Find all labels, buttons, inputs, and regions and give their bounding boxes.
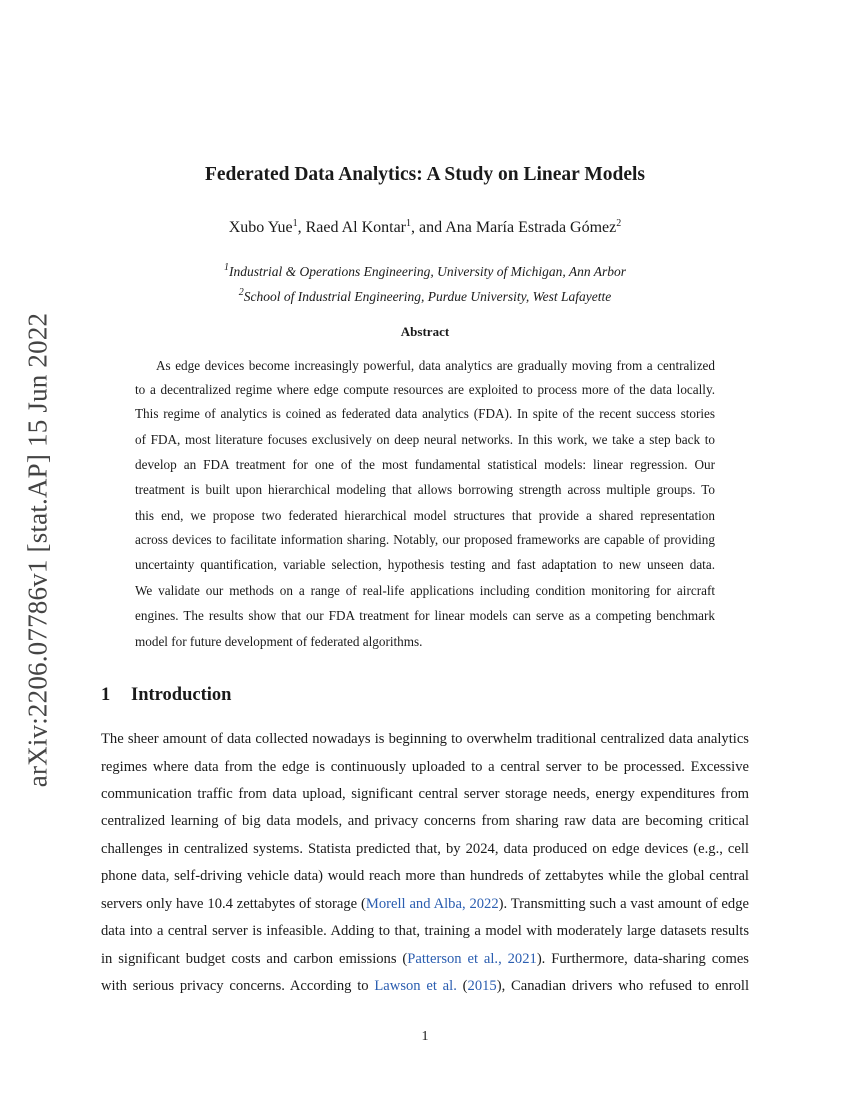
abstract-line: to a decentralized regime where edge compute resources are exploited to process more of the data locally. [135,382,715,397]
section-heading [101,685,231,706]
body-line: communication traffic from data upload, significant central server storage needs, energy expenditures from [101,786,749,802]
body-line: The sheer amount of data collected nowadays is beginning to overwhelm traditional centralized data analytics [101,731,749,747]
abstract-line: treatment is built upon hierarchical modeling that allows borrowing strength across multiple groups. To [135,482,715,497]
body-line: data into a central server is infeasible. Adding to that, training a model with moderately large datasets results [101,923,749,939]
abstract-line: across devices to facilitate information sharing. Notably, our proposed frameworks are capable of providing [135,532,715,547]
author-name: Raed Al Kontar [305,219,406,236]
body-line: challenges in centralized systems. Statista predicted that, by 2024, data produced on edge devices (e.g., cell [101,841,749,857]
abstract-line: of FDA, most literature focuses exclusively on deep neural networks. In this work, we take a step back to [135,432,715,447]
author-name: Xubo Yue [228,219,293,236]
author-list: Xubo Yue$^1$, Raed Al Kontar$^1$, and Ana María Estrada Gómez$^2$ [228,218,622,236]
body-line: regimes where data from the edge is continuously uploaded to a central server to be processed. Excessive [101,759,749,775]
page-number: 1 [421,1029,429,1044]
citation-link[interactable]: Patterson et al., 2021 [407,951,537,967]
author-name: Ana María Estrada Gómez [445,219,617,236]
body-line: in significant budget costs and carbon emissions (Patterson et al., 2021). Furthermore, data-sharing comes [101,951,749,967]
abstract-line: develop an FDA treatment for one of the most fundamental statistical models: linear regression. Our [135,457,715,472]
author-affiliation-mark: 1 [406,218,411,229]
body-line: servers only have 10.4 zettabytes of storage (Morell and Alba, 2022). Transmitting such a vast amount of edge [101,896,749,912]
citation-link[interactable]: Lawson et al. [374,978,457,994]
abstract-line: engines. The results show that our FDA treatment for linear models can serve as a competing benchmark [135,608,715,623]
section-title: Introduction [131,685,232,705]
affiliation: $^1$Industrial & Operations Engineering, University of Michigan, Ann Arbor [224,262,626,279]
abstract-line: uncertainty quantification, variable selection, hypothesis testing and fast adaptation to new unseen data. [135,557,715,572]
abstract-line: We validate our methods on a range of real-life applications including condition monitoring for aircraft [135,583,715,598]
citation-link[interactable]: Morell and Alba, 2022 [365,896,499,912]
abstract-line: This regime of analytics is coined as federated data analytics (FDA). In spite of the recent success stories [135,406,715,421]
body-line: with serious privacy concerns. According to Lawson et al. (2015), Canadian drivers who refused to enroll [101,978,749,994]
abstract-heading: Abstract [400,324,450,339]
affiliation: $^2$School of Industrial Engineering, Purdue University, West Lafayette [238,287,612,304]
author-affiliation-mark: 2 [616,218,622,229]
abstract-line: model for future development of federated algorithms. [135,634,423,649]
arxiv-identifier: arXiv:2206.07786v1 [stat.AP] 15 Jun 2022 [22,312,53,788]
abstract-line: As edge devices become increasingly powerful, data analytics are gradually moving from a centralized [156,358,715,373]
paper-title: Federated Data Analytics: A Study on Linear Models [204,164,646,185]
body-line: centralized learning of big data models, and privacy concerns from sharing raw data are becoming critical [101,813,749,829]
author-affiliation-mark: 1 [292,218,298,229]
body-line: phone data, self-driving vehicle data) would reach more than hundreds of zettabytes while the global central [101,868,749,884]
citation-year-link[interactable]: 2015 [467,978,497,994]
section-number: 1 [101,685,111,705]
abstract-line: this end, we propose two federated hierarchical model structures that provide a shared representation [135,508,715,523]
